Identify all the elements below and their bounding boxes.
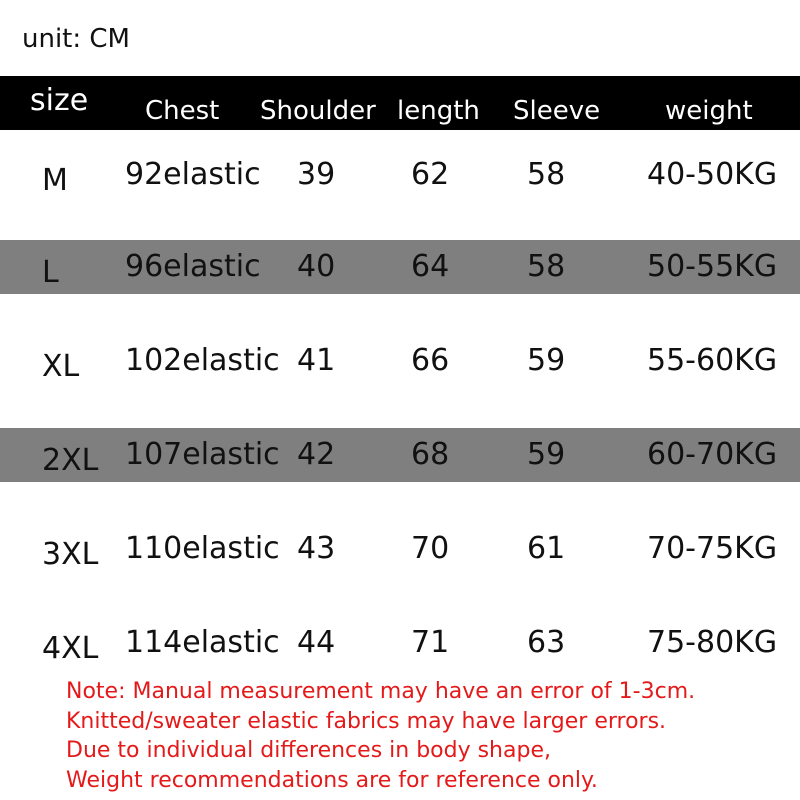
header-shoulder: Shoulder: [260, 96, 376, 126]
table-row: [0, 616, 800, 670]
cell-sleeve: 63: [527, 625, 566, 660]
cell-shoulder: 42: [297, 437, 336, 472]
header-weight: weight: [665, 96, 753, 126]
header-length: length: [397, 96, 480, 126]
cell-weight: 60-70KG: [647, 437, 778, 472]
cell-sleeve: 61: [527, 531, 566, 566]
cell-shoulder: 41: [297, 343, 336, 378]
note-line: Note: Manual measurement may have an error of 1-3cm.: [66, 679, 696, 704]
cell-size: XL: [42, 349, 80, 384]
header-chest: Chest: [145, 96, 220, 126]
table-row: [0, 522, 800, 576]
cell-sleeve: 58: [527, 249, 566, 284]
cell-shoulder: 39: [297, 157, 336, 192]
table-row: [0, 148, 800, 202]
table-row: [0, 428, 800, 482]
cell-size: L: [42, 255, 59, 290]
cell-length: 62: [411, 157, 450, 192]
cell-size: 4XL: [42, 631, 99, 666]
cell-chest: 92elastic: [125, 157, 261, 192]
cell-chest: 114elastic: [125, 625, 280, 660]
measurement-notes: [66, 677, 695, 795]
note-line: Due to individual differences in body shape,: [66, 738, 551, 763]
cell-sleeve: 59: [527, 437, 566, 472]
cell-weight: 55-60KG: [647, 343, 778, 378]
table-row: [0, 240, 800, 294]
cell-size: 2XL: [42, 443, 99, 478]
cell-shoulder: 44: [297, 625, 336, 660]
table-header: [0, 76, 800, 130]
cell-length: 66: [411, 343, 450, 378]
cell-chest: 110elastic: [125, 531, 280, 566]
cell-sleeve: 59: [527, 343, 566, 378]
unit-label: unit: CM: [22, 24, 130, 54]
cell-length: 71: [411, 625, 450, 660]
cell-size: 3XL: [42, 537, 99, 572]
cell-length: 68: [411, 437, 450, 472]
table-row: [0, 334, 800, 388]
cell-shoulder: 40: [297, 249, 336, 284]
header-size: size: [30, 83, 89, 118]
cell-chest: 96elastic: [125, 249, 261, 284]
cell-length: 70: [411, 531, 450, 566]
cell-length: 64: [411, 249, 450, 284]
cell-chest: 107elastic: [125, 437, 280, 472]
cell-weight: 40-50KG: [647, 157, 778, 192]
note-line: Weight recommendations are for reference only.: [66, 767, 598, 793]
cell-weight: 50-55KG: [647, 249, 778, 284]
cell-size: M: [42, 163, 68, 198]
header-sleeve: Sleeve: [513, 96, 601, 126]
cell-shoulder: 43: [297, 531, 336, 566]
cell-weight: 70-75KG: [647, 531, 778, 566]
cell-weight: 75-80KG: [647, 625, 778, 660]
cell-chest: 102elastic: [125, 343, 280, 378]
cell-sleeve: 58: [527, 157, 566, 192]
note-line: Knitted/sweater elastic fabrics may have larger errors.: [66, 708, 667, 734]
